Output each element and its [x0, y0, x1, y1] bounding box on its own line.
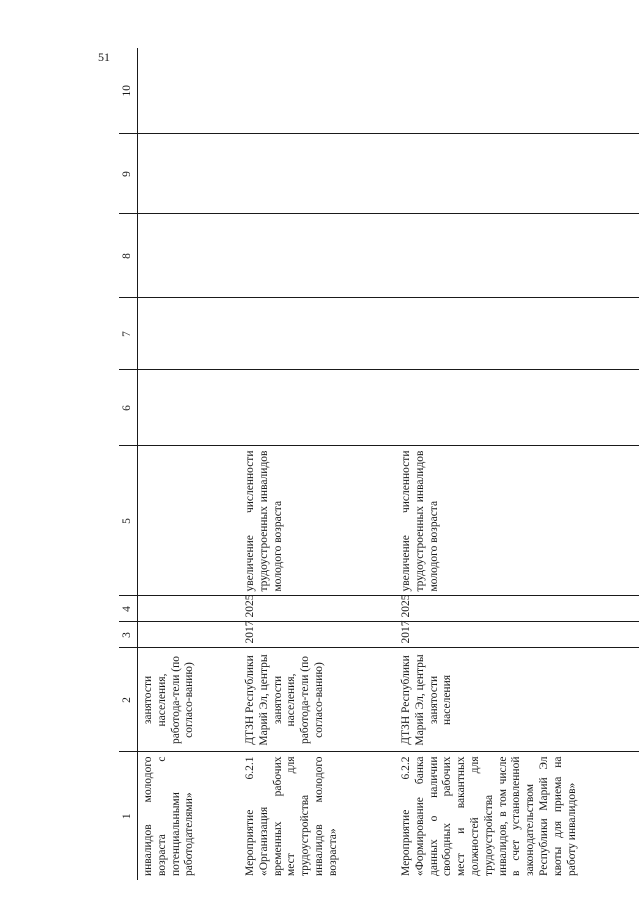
table-row: [396, 48, 639, 880]
column-header-4: 4: [119, 596, 138, 622]
empty-cell: [240, 214, 396, 298]
page-number: 51: [98, 50, 110, 64]
empty-cell: [138, 48, 241, 134]
column-header-6: 6: [119, 370, 138, 446]
end-year-cell: 2025: [240, 596, 396, 622]
end-year-cell: [138, 596, 241, 622]
column-header-8: 8: [119, 214, 138, 298]
empty-cell: [138, 370, 241, 446]
table-row: [138, 48, 241, 880]
empty-cell: [396, 134, 639, 214]
executor-cell: ДТЗН Республики Марий Эл, центры занятости населения: [396, 648, 639, 752]
start-year-cell: 2017: [240, 622, 396, 648]
empty-cell: [396, 214, 639, 298]
table-row: [240, 48, 396, 880]
column-header-9: 9: [119, 134, 138, 214]
measure-cell: инвалидов молодого возраста с потенциальными работодателями»: [138, 752, 241, 880]
end-year-cell: 2025: [396, 596, 639, 622]
empty-cell: [138, 298, 241, 370]
empty-cell: [240, 134, 396, 214]
empty-cell: [138, 214, 241, 298]
program-measures-table-rotated: [119, 48, 629, 880]
column-header-7: 7: [119, 298, 138, 370]
column-header-10: 10: [119, 48, 138, 134]
measure-cell: Мероприятие 6.2.1 «Организация временных рабочих мест для трудоустройства инвалидов молодого возраста»: [240, 752, 396, 880]
measure-cell: Мероприятие 6.2.2 «Формирование банка данных о наличии свободных рабочих мест и вакантных должностей для трудоустройства инвалидов, в том числе в счет установленной законодательством Республики Марий Эл квоты для приема на работу инвалидов»: [396, 752, 639, 880]
expected-result-cell: увеличение численности трудоустроенных инвалидов молодого возраста: [240, 446, 396, 596]
start-year-cell: [138, 622, 241, 648]
column-header-1: 1: [119, 752, 138, 880]
empty-cell: [240, 370, 396, 446]
empty-cell: [396, 298, 639, 370]
executor-cell: ДТЗН Республики Марий Эл, центры занятости населения, работода-тели (по согласо-ванию): [240, 648, 396, 752]
executor-cell: занятости населения, работода-тели (по согласо-ванию): [138, 648, 241, 752]
empty-cell: [240, 48, 396, 134]
empty-cell: [396, 370, 639, 446]
column-header-5: 5: [119, 446, 138, 596]
start-year-cell: 2017: [396, 622, 639, 648]
empty-cell: [138, 134, 241, 214]
column-header-2: 2: [119, 648, 138, 752]
column-header-3: 3: [119, 622, 138, 648]
empty-cell: [240, 298, 396, 370]
expected-result-cell: [138, 446, 241, 596]
empty-cell: [396, 48, 639, 134]
expected-result-cell: увеличение численности трудоустроенных инвалидов молодого возраста: [396, 446, 639, 596]
column-number-row: [119, 48, 138, 880]
program-measures-table: [119, 48, 639, 880]
